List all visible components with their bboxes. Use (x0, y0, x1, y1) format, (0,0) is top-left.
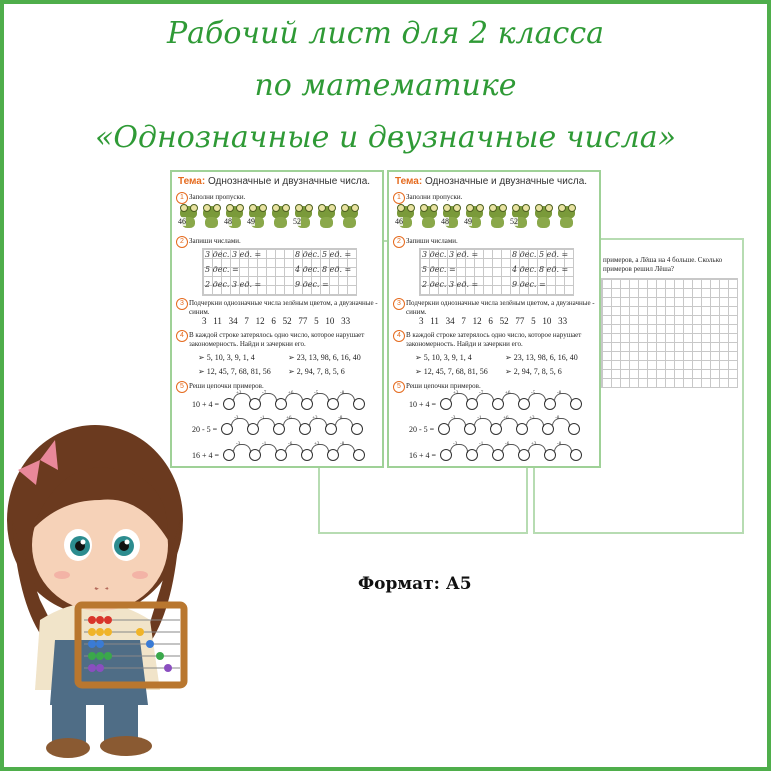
write-cell: 3 дес. 3 ед. = (205, 250, 262, 259)
title-line-1: Рабочий лист для 2 класса (166, 16, 605, 51)
answer-circle: -7 (466, 398, 478, 410)
task-text: Реши цепочки примеров. (189, 382, 264, 390)
answer-circle: -8 (542, 423, 554, 435)
third-sheet-text: примеров, а Лёша на 4 больше. Сколько примеров решил Лёша? (603, 256, 723, 273)
answer-circle: -1 (464, 423, 476, 435)
write-cell: 9 дес. = (512, 280, 546, 289)
frog-label: 48 (441, 217, 449, 226)
chain-start: 20 - 5 = (409, 424, 435, 434)
write-cell: 5 дес. = (422, 265, 456, 274)
chain-start: 20 - 5 = (192, 424, 218, 434)
answer-circle: -8 (327, 449, 339, 461)
format-label: Формат: А5 (358, 574, 472, 594)
answer-circle: -8 (544, 398, 556, 410)
answer-circle: -3 (221, 423, 233, 435)
sequence-text: 12, 45, 7, 68, 81, 56 (423, 367, 488, 376)
sequence-text: 12, 45, 7, 68, 81, 56 (206, 367, 271, 376)
answer-circle: +3 (223, 398, 235, 410)
answer-circle: -1 (466, 449, 478, 461)
sequence-item: ➢ 5, 10, 3, 9, 1, 4 (198, 353, 255, 362)
topic-prefix: Тема: (178, 176, 206, 187)
answer-circle: -6 (275, 449, 287, 461)
sequence-text: 23, 13, 98, 6, 16, 40 (513, 353, 578, 362)
task-number: 1 (176, 192, 188, 204)
write-cell: 9 дес. = (295, 280, 329, 289)
chain-start: 16 + 4 = (192, 450, 220, 460)
write-cell: 4 дес. 8 ед. = (295, 265, 352, 274)
task-text: Реши цепочки примеров. (406, 382, 481, 390)
task-number: 3 (176, 298, 188, 310)
answer-circle: +3 (440, 398, 452, 410)
write-cell: 4 дес. 8 ед. = (512, 265, 569, 274)
task-number: 2 (393, 236, 405, 248)
sequence-item: ➢ 2, 94, 7, 8, 5, 6 (288, 367, 345, 376)
answer-circle: -5 (301, 398, 313, 410)
answer-circle: -8 (544, 449, 556, 461)
answer-circle: -5 (518, 398, 530, 410)
answer-circle: -6 (492, 449, 504, 461)
task-text: В каждой строке затерялось одно число, которое нарушает закономерность. Найди и зачеркни его. (189, 331, 365, 348)
answer-circle: -8 (325, 423, 337, 435)
chain-start: 10 + 4 = (409, 399, 437, 409)
frog-label: 49 (464, 217, 472, 226)
frog-label: 52 (510, 217, 518, 226)
sequence-text: 5, 10, 3, 9, 1, 4 (206, 353, 255, 362)
write-cell: 3 дес. 3 ед. = (422, 250, 479, 259)
frog-label: 48 (224, 217, 232, 226)
task-text: Запиши числами. (406, 237, 458, 245)
answer-circle: -8 (327, 398, 339, 410)
frog-label: 52 (293, 217, 301, 226)
answer-circle: +6 (273, 423, 285, 435)
answer-circle: +6 (490, 423, 502, 435)
sequence-text: 2, 94, 7, 8, 5, 6 (513, 367, 562, 376)
title-line-3: «Однозначные и двузначные числа» (95, 120, 676, 155)
task-number: 1 (393, 192, 405, 204)
write-cell: 5 дес. = (205, 265, 239, 274)
answer-circle: -3 (438, 423, 450, 435)
sequence-item: ➢ 12, 45, 7, 68, 81, 56 (198, 367, 271, 376)
topic-text: Однозначные и двузначные числа. (207, 176, 371, 187)
answer-circle: +3 (516, 423, 528, 435)
task-text: Подчеркни однозначные числа зелёным цветом, а двузначные - синим. (406, 299, 595, 316)
answer-circle: -1 (249, 449, 261, 461)
task-text: Подчеркни однозначные числа зелёным цветом, а двузначные - синим. (189, 299, 378, 316)
task-text: Запиши числами. (189, 237, 241, 245)
sequence-item: ➢ 12, 45, 7, 68, 81, 56 (415, 367, 488, 376)
chain-start: 10 + 4 = (192, 399, 220, 409)
numbers-row: 3 11 34 7 12 6 52 77 5 10 33 (202, 316, 351, 326)
title-line-2: по математике (254, 68, 517, 103)
sequence-item: ➢ 23, 13, 98, 6, 16, 40 (505, 353, 578, 362)
frog-label: 46 (178, 217, 186, 226)
task-number: 5 (176, 381, 188, 393)
write-cell: 8 дес. 5 ед. = (512, 250, 569, 259)
answer-circle: +6 (492, 398, 504, 410)
task-text: Заполни пропуски. (189, 193, 246, 201)
answer-circle: +3 (299, 423, 311, 435)
topic-prefix: Тема: (395, 176, 423, 187)
answer-circle: -1 (247, 423, 259, 435)
answer-circle: -3 (440, 449, 452, 461)
write-cell: 2 дес. 3 ед. = (205, 280, 262, 289)
sequence-text: 5, 10, 3, 9, 1, 4 (423, 353, 472, 362)
answer-circle: -3 (223, 449, 235, 461)
task-number: 3 (393, 298, 405, 310)
topic-text: Однозначные и двузначные числа. (424, 176, 588, 187)
answer-circle: +6 (275, 398, 287, 410)
task-text: Заполни пропуски. (406, 193, 463, 201)
sequence-text: 2, 94, 7, 8, 5, 6 (296, 367, 345, 376)
answer-circle: +3 (301, 449, 313, 461)
sequence-text: 23, 13, 98, 6, 16, 40 (296, 353, 361, 362)
sequence-item: ➢ 2, 94, 7, 8, 5, 6 (505, 367, 562, 376)
answer-circle: -7 (249, 398, 261, 410)
task-number: 4 (393, 330, 405, 342)
write-cell: 2 дес. 3 ед. = (422, 280, 479, 289)
task-number: 5 (393, 381, 405, 393)
sequence-item: ➢ 23, 13, 98, 6, 16, 40 (288, 353, 361, 362)
frog-label: 46 (395, 217, 403, 226)
sequence-item: ➢ 5, 10, 3, 9, 1, 4 (415, 353, 472, 362)
task-number: 2 (176, 236, 188, 248)
frog-label: 49 (247, 217, 255, 226)
task-number: 4 (176, 330, 188, 342)
chain-start: 16 + 4 = (409, 450, 437, 460)
answer-circle: +3 (518, 449, 530, 461)
write-cell: 8 дес. 5 ед. = (295, 250, 352, 259)
task-text: В каждой строке затерялось одно число, которое нарушает закономерность. Найди и зачеркни его. (406, 331, 582, 348)
numbers-row: 3 11 34 7 12 6 52 77 5 10 33 (419, 316, 568, 326)
